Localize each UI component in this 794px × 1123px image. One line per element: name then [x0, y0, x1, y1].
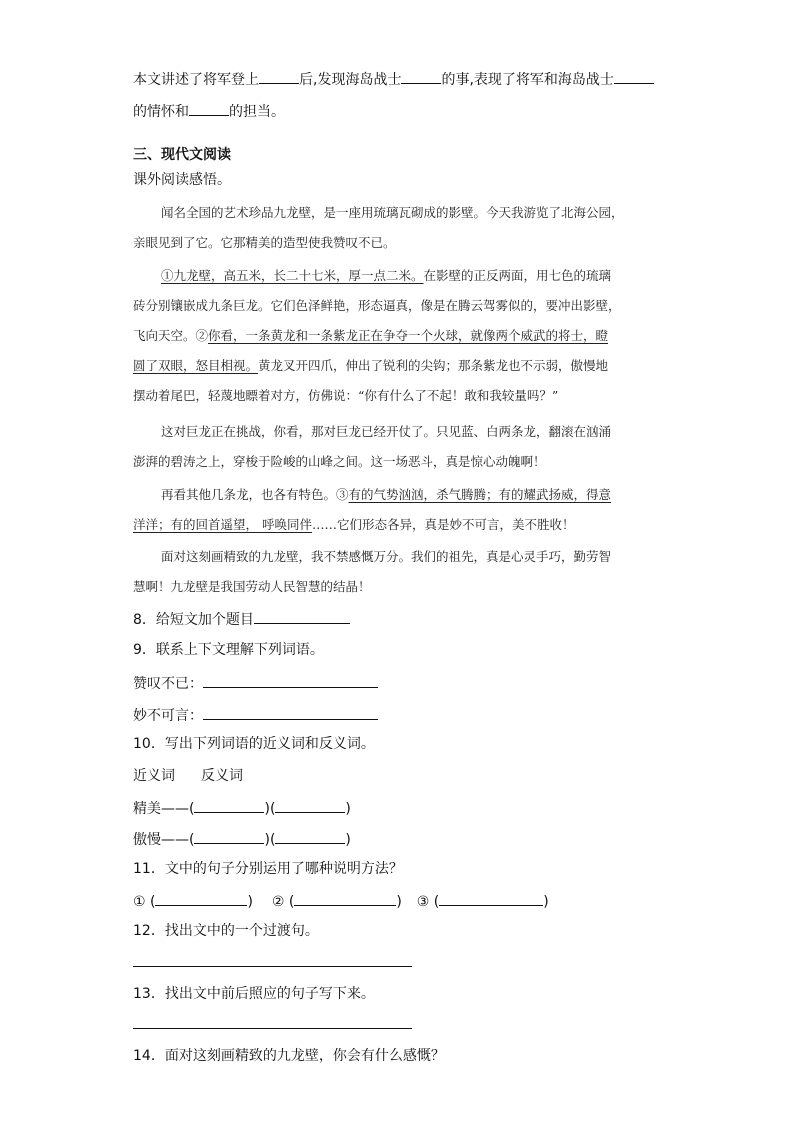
- passage-line: 面对这刻画精致的九龙壁，我不禁感慨万分。我们的祖先，真是心灵手巧，勤劳智: [161, 549, 612, 564]
- passage-line: [133, 515, 661, 535]
- paren-open: (: [189, 832, 195, 848]
- intro-text: 本文讲述了将军登上: [133, 72, 259, 88]
- passage-line: [161, 485, 689, 505]
- passage-text: ……它们形态各异，真是妙不可言，美不胜收！: [311, 517, 575, 532]
- question-8: [133, 608, 350, 630]
- question-13: 13．找出文中前后照应的句子写下来。: [133, 986, 375, 1002]
- method-blank-2[interactable]: [294, 890, 396, 906]
- paren-close: ): [345, 801, 351, 817]
- underlined-sentence-1: ①九龙壁，高五米，长二十七米，厚一点二米。: [161, 268, 424, 283]
- answer-blank[interactable]: [203, 704, 378, 720]
- paren-close: ): [543, 894, 549, 910]
- question-11: 11．文中的句子分别运用了哪种说明方法？: [133, 861, 403, 877]
- question-10-row-2: [133, 828, 351, 850]
- answer-blank[interactable]: [189, 100, 229, 116]
- paren-open: (: [288, 894, 295, 910]
- intro-line-2: [133, 100, 285, 122]
- passage-line: 慧啊！九龙壁是我国劳动人民智慧的结晶！: [133, 579, 371, 594]
- paren-close: ): [345, 832, 351, 848]
- question-text: 8．给短文加个题目: [133, 612, 254, 628]
- passage-text: 在影壁的正反两面，用七色的琉璃: [423, 268, 612, 283]
- antonym-blank[interactable]: [275, 828, 345, 844]
- passage-line: 摆动着尾巴，轻蔑地瞟着对方，仿佛说：“你有什么了不起！敢和我较量吗？”: [133, 388, 559, 403]
- method-blank-3[interactable]: [439, 890, 543, 906]
- paren-open: (: [269, 801, 276, 817]
- passage-line: [161, 266, 689, 286]
- answer-line[interactable]: [133, 1028, 412, 1029]
- synonym-blank[interactable]: [194, 828, 264, 844]
- passage-text: 飞向天空。②: [133, 328, 209, 343]
- paren-open: (: [189, 801, 195, 817]
- passage-line: 澎湃的碧涛之上，穿梭于险峻的山峰之间。这一场恶斗，真是惊心动魄啊！: [133, 454, 546, 469]
- passage-line: 亲眼见到了它。它那精美的造型使我赞叹不已。: [133, 235, 396, 250]
- intro-text: 的情怀和: [133, 104, 189, 120]
- answer-blank[interactable]: [254, 608, 350, 624]
- question-9-b: [133, 704, 378, 726]
- marker-1: ①: [133, 894, 146, 910]
- word-label: 傲慢——: [133, 832, 189, 848]
- marker-2: ②: [271, 894, 285, 910]
- question-11-answers: [133, 890, 549, 912]
- question-9: 9．联系上下文理解下列词语。: [133, 642, 324, 658]
- method-blank-1[interactable]: [155, 890, 247, 906]
- paren-open: (: [150, 894, 156, 910]
- passage-line: 这对巨龙正在挑战，你看，那对巨龙已经开仗了。只见蓝、白两条龙，翻滚在汹涌: [161, 424, 612, 439]
- question-10-row-1: [133, 797, 351, 819]
- intro-text: 的担当。: [229, 104, 285, 120]
- underlined-sentence-2-cont: 圆了双眼，怒目相视。: [133, 358, 259, 373]
- passage-line: 砖分别镶嵌成九条巨龙。它们色泽鲜艳，形态逼真，像是在腾云驾雾似的，要冲出影壁，: [133, 298, 621, 313]
- paren-open: (: [433, 894, 440, 910]
- intro-line-1: [133, 68, 654, 90]
- question-14: 14．面对这刻画精致的九龙壁，你会有什么感慨？: [133, 1048, 445, 1064]
- question-10: 10．写出下列词语的近义词和反义词。: [133, 736, 375, 752]
- question-12: 12．找出文中的一个过渡句。: [133, 923, 319, 939]
- question-9-a: [133, 672, 378, 694]
- paren-close: ): [264, 801, 270, 817]
- paren-open: (: [269, 832, 276, 848]
- answer-line[interactable]: [133, 966, 412, 967]
- intro-text: 的事,表现了将军和海岛战士: [441, 72, 614, 88]
- answer-blank[interactable]: [259, 68, 299, 84]
- marker-3: ③: [416, 894, 430, 910]
- word-label: 精美——: [133, 801, 189, 817]
- answer-blank[interactable]: [614, 68, 654, 84]
- paren-close: ): [264, 832, 270, 848]
- underlined-sentence-2: 你看，一条黄龙和一条紫龙正在争夺一个火球，就像两个威武的将士，瞪: [208, 328, 609, 343]
- term-label: 赞叹不已：: [133, 676, 203, 692]
- underlined-sentence-3-cont: 洋洋；有的回首遥望， 呼唤同伴: [133, 517, 312, 532]
- synonym-blank[interactable]: [194, 797, 264, 813]
- question-10-header: [133, 766, 243, 786]
- synonym-header: 近义词: [133, 768, 175, 784]
- paren-close: ): [247, 894, 253, 910]
- underlined-sentence-3: 有的气势汹汹，杀气腾腾；有的耀武扬威，得意: [348, 487, 612, 502]
- answer-blank[interactable]: [401, 68, 441, 84]
- paren-close: ): [396, 894, 402, 910]
- section-title: 三、现代文阅读: [133, 147, 231, 163]
- antonym-header: 反义词: [201, 768, 243, 784]
- passage-line: [133, 356, 661, 376]
- term-label: 妙不可言：: [133, 708, 203, 724]
- answer-blank[interactable]: [203, 672, 378, 688]
- passage-line: [133, 326, 661, 346]
- section-subtitle: 课外阅读感悟。: [133, 172, 231, 188]
- passage-text: 黄龙叉开四爪，伸出了锐利的尖钩；那条紫龙也不示弱，傲慢地: [258, 358, 609, 373]
- passage-text: 再看其他几条龙，也各有特色。③: [161, 487, 349, 502]
- intro-text: 后,发现海岛战士: [299, 72, 402, 88]
- antonym-blank[interactable]: [275, 797, 345, 813]
- passage-line: 闻名全国的艺术珍品九龙壁，是一座用琉璃瓦砌成的影壁。今天我游览了北海公园，: [161, 205, 624, 220]
